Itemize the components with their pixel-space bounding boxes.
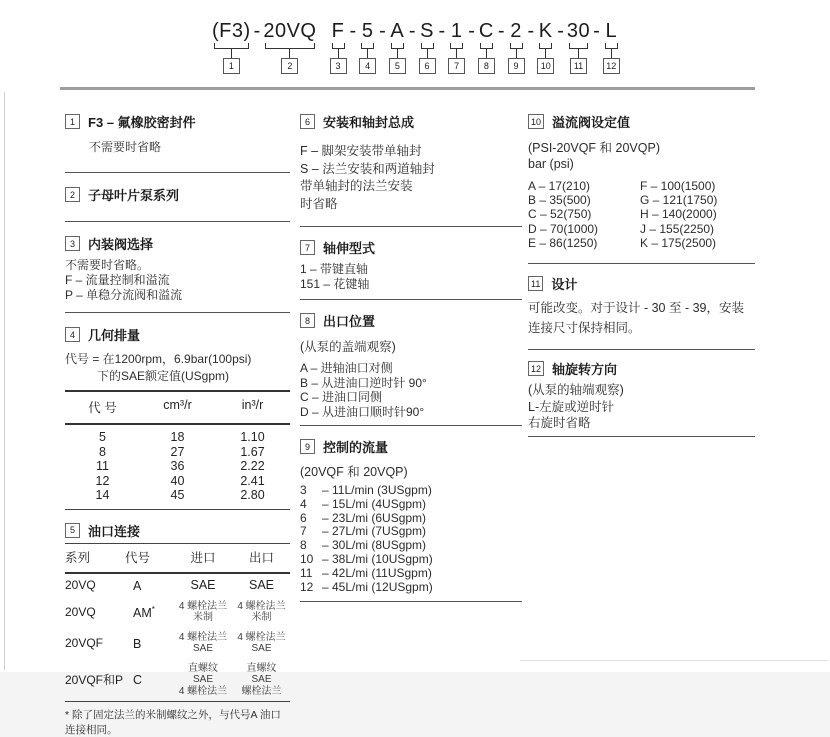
flow-code: 10 (300, 551, 314, 566)
code-dash: - (497, 20, 505, 42)
section-3-body (65, 258, 290, 303)
column-header: 进口 (190, 550, 216, 565)
section-2-header (65, 185, 290, 204)
section-5-header (65, 521, 290, 540)
cell: 2.80 (240, 488, 265, 502)
section-6-title: 安装和轴封总成 (323, 115, 415, 130)
flow-desc: – 42L/mi (11USgpm) (322, 565, 432, 580)
section-5-title: 油口连接 (88, 523, 141, 539)
column-header: in³/r (241, 398, 264, 412)
flow-code: 8 (300, 538, 307, 553)
code-segment-text: K (538, 20, 553, 42)
column-header: 代 号 (88, 401, 117, 415)
cell-series: 20VQ (65, 578, 96, 593)
code-dash: - (468, 20, 475, 42)
section-12-body (528, 382, 755, 432)
cell: 2.41 (240, 473, 265, 488)
cell: 1.67 (240, 444, 265, 459)
code-number-box: 2 (281, 58, 298, 74)
section-7-number-box: 7 (300, 240, 315, 255)
code-number-box: 12 (603, 58, 620, 74)
section-6-line: F – 脚架安装带单轴封 (300, 144, 422, 158)
flow-code: 4 (300, 496, 307, 511)
section-9-subtitle: (20VQF 和 20VQP) (300, 465, 408, 479)
section-6-body (300, 143, 522, 213)
middle-column (300, 105, 522, 602)
code-number-box: 4 (359, 58, 376, 74)
code-dash: - (438, 20, 446, 42)
cell-inlet (173, 601, 233, 624)
flow-code: 3 (300, 483, 307, 497)
code-number-box: 5 (389, 58, 406, 74)
code-segment-4 (359, 20, 376, 74)
cell-line: 米制 (251, 612, 272, 624)
displacement-table-body (65, 425, 290, 509)
bracket-stem (231, 49, 232, 58)
cell-inlet (173, 663, 233, 698)
flow-code: 11 (300, 565, 313, 580)
port-table-header (65, 544, 290, 574)
code-dash: - (253, 20, 261, 42)
port-table (65, 543, 290, 703)
section-11-number-box: 11 (528, 276, 543, 291)
code-segment-1 (212, 20, 251, 74)
section-11-line: 连接尺寸保持相同。 (528, 320, 641, 335)
code-segment-3 (330, 20, 347, 74)
code-segment-text: F (331, 20, 345, 42)
code-dash: - (593, 20, 600, 42)
cell-series: 20VQ (65, 605, 96, 620)
pressure-left: C – 52(750) (528, 207, 592, 222)
section-2-number-box: 2 (65, 187, 80, 202)
table-row (65, 628, 290, 659)
code-segment-10 (537, 20, 554, 74)
section-8-subtitle: (从泵的盖端观察) (300, 340, 396, 354)
flow-code: 6 (300, 510, 307, 525)
cell-inlet (173, 578, 233, 592)
code-segment-12 (603, 20, 620, 74)
cell-line: 4 螺栓法兰 (178, 600, 228, 612)
section-divider (300, 226, 522, 227)
pressure-row (528, 222, 755, 236)
cell-line: 直螺纹 (188, 662, 218, 674)
section-divider (300, 601, 522, 602)
bracket-stem (427, 49, 428, 58)
section-3-number-box: 3 (65, 236, 80, 251)
section-8-header (300, 311, 522, 330)
displacement-table-header (65, 392, 290, 425)
cell-inlet (173, 632, 233, 655)
section-10-rows (528, 179, 755, 250)
code-dash: - (527, 20, 535, 42)
cell-code (125, 672, 173, 687)
cell-series: 20VQF和P (65, 673, 124, 688)
model-code-line (212, 20, 620, 74)
flow-desc: – 23L/mi (6USgpm) (322, 510, 427, 525)
port-table-footnote (65, 708, 290, 737)
footnote-line: * 除了固定法兰的米制螺纹之外，与代号A 油口 (65, 709, 281, 722)
section-4-header (65, 325, 290, 344)
section-12-number-box: 12 (528, 361, 544, 376)
flow-code: 12 (300, 579, 314, 594)
code-segment-text: A (390, 20, 405, 42)
cell-code (125, 605, 173, 620)
cell-outlet (233, 601, 290, 624)
section-divider (300, 299, 522, 300)
section-8-line: D – 从进油口顺时针90° (300, 404, 425, 419)
code-text: A (133, 578, 142, 593)
flow-item (300, 525, 522, 539)
page-bottom-edge (520, 660, 828, 661)
section-10-subtitle1: (PSI-20VQF 和 20VQP) (528, 141, 660, 155)
flow-desc: – 38L/mi (10USgpm) (322, 551, 433, 566)
cell: 11 (96, 459, 109, 473)
section-7-line: 1 – 带键直轴 (300, 262, 369, 276)
section-1-title: F3 – 氟橡胶密封件 (88, 115, 196, 130)
flow-desc: – 27L/mi (7USgpm) (322, 524, 427, 539)
flow-item (300, 484, 522, 498)
displacement-table (65, 390, 290, 510)
section-7-header (300, 238, 522, 257)
code-segment-text: S (420, 20, 434, 42)
column-header: cm³/r (163, 398, 192, 412)
section-12-header (528, 359, 755, 378)
cell: 27 (170, 444, 185, 459)
cell: 12 (95, 473, 110, 488)
table-row (65, 659, 290, 702)
code-number-box: 10 (537, 58, 554, 74)
cell-code (125, 636, 173, 651)
header-rule (60, 87, 755, 90)
column-header: 系列 (65, 550, 91, 565)
flow-code: 7 (300, 524, 307, 539)
cell-code (125, 578, 173, 593)
bracket-stem (367, 49, 368, 58)
cell-line: 米制 (193, 612, 213, 624)
code-segment-8 (478, 20, 495, 74)
code-segment-text: 5 (361, 20, 374, 42)
code-text: AM (133, 605, 152, 620)
section-6-header (300, 112, 522, 131)
section-4-note-line2: 下的SAE额定值(USgpm) (97, 369, 230, 383)
table-row (65, 445, 290, 460)
left-column (65, 105, 290, 737)
section-10-subtitle2: bar (psi) (528, 157, 574, 171)
bracket-stem (516, 49, 517, 58)
code-sup: * (151, 604, 155, 614)
pressure-left: B – 35(500) (528, 193, 591, 208)
column-header: 出口 (248, 550, 274, 565)
section-8-number-box: 8 (300, 313, 315, 328)
table-row (65, 474, 290, 489)
cell-line: SAE (190, 578, 216, 593)
flow-desc: – 30L/mi (8USgpm) (322, 538, 427, 553)
section-3-line: 不需要时省略。 (65, 258, 150, 272)
section-3-line: P – 单稳分流阀和溢流 (65, 288, 183, 302)
code-text: B (133, 636, 142, 651)
code-segment-text: 2 (510, 20, 522, 42)
pressure-row (528, 236, 755, 250)
section-divider (300, 425, 522, 426)
code-segment-text: 1 (450, 20, 463, 42)
cell-line: 螺栓法兰 (241, 685, 282, 697)
flow-item (300, 567, 522, 581)
bracket-stem (338, 49, 339, 58)
column-header: 代号 (125, 550, 151, 565)
cell: 18 (170, 430, 185, 444)
cell: 8 (99, 444, 106, 459)
section-7-line: 151 – 花键轴 (300, 276, 370, 291)
code-dash: - (557, 20, 564, 42)
pressure-left: A – 17(210) (528, 179, 591, 193)
bracket-stem (397, 49, 398, 58)
code-segment-6 (419, 20, 436, 74)
section-9-header (300, 437, 522, 456)
flow-item (300, 553, 522, 567)
section-6-line: 时省略 (300, 196, 338, 211)
flow-desc: – 15L/mi (4USgpm) (322, 496, 427, 511)
pressure-row (528, 193, 755, 207)
code-dash: - (349, 20, 357, 42)
bracket-stem (578, 49, 579, 58)
cell-line: 直螺纹 (246, 662, 277, 674)
pressure-row (528, 179, 755, 193)
section-divider (528, 263, 755, 264)
section-divider (528, 349, 755, 350)
code-dash: - (408, 20, 416, 42)
section-2-title: 子母叶片泵系列 (88, 188, 180, 203)
section-8-line: C – 进油口同侧 (300, 390, 383, 404)
code-text: C (133, 673, 143, 688)
table-row (65, 488, 290, 503)
section-6-line: S – 法兰安装和两道轴封 (300, 161, 435, 176)
code-segment-text: 30 (566, 20, 591, 42)
section-5-number-box: 5 (65, 523, 80, 538)
cell-line: SAE (251, 674, 272, 686)
flow-desc: – 45L/mi (12USgpm) (322, 579, 433, 594)
section-12-line: (从泵的轴端观察) (528, 383, 624, 398)
cell-outlet (233, 578, 290, 592)
code-dash: - (379, 20, 386, 42)
right-column (528, 105, 755, 437)
section-3-title: 内装阀选择 (88, 237, 154, 252)
pressure-row (528, 207, 755, 221)
cell: 36 (170, 459, 185, 473)
flow-item (300, 498, 522, 512)
section-8-title: 出口位置 (323, 314, 376, 329)
table-row (65, 574, 290, 597)
table-row (65, 459, 290, 474)
pressure-left: D – 70(1000) (528, 221, 599, 236)
section-1-header (65, 112, 290, 131)
section-3-line: F – 流量控制和溢流 (65, 273, 170, 287)
cell: 1.10 (240, 430, 265, 444)
cell-outlet (233, 663, 290, 698)
code-segment-text: 20VQ (263, 20, 317, 42)
flow-item (300, 512, 522, 526)
cell-line: SAE (248, 578, 274, 593)
flow-item (300, 539, 522, 553)
cell: 5 (99, 430, 106, 444)
cell: 14 (95, 488, 110, 502)
pressure-right: K – 175(2500) (640, 235, 717, 250)
cell: 40 (170, 473, 185, 488)
pressure-left: E – 86(1250) (528, 235, 598, 250)
code-number-box: 7 (448, 58, 465, 74)
section-divider (65, 312, 290, 313)
cell-line: SAE (251, 643, 272, 655)
section-11-line: 可能改变。对于设计 - 30 至 - 39，安装 (528, 301, 744, 316)
section-divider (65, 221, 290, 222)
cell-line: 4 螺栓法兰 (178, 685, 228, 697)
section-9-number-box: 9 (300, 439, 315, 454)
pressure-right: H – 140(2000) (640, 207, 717, 222)
cell: 2.22 (240, 459, 265, 473)
cell-line: 4 螺栓法兰 (237, 631, 286, 643)
table-row (65, 597, 290, 628)
code-segment-text: (F3) (212, 20, 251, 42)
code-number-box: 8 (478, 58, 495, 74)
section-4-note-line1: 代号 = 在1200rpm，6.9bar(100psi) (65, 352, 252, 366)
pressure-right: J – 155(2250) (640, 221, 715, 236)
section-divider (528, 436, 755, 437)
code-number-box: 6 (419, 58, 436, 74)
cell-line: SAE (192, 674, 213, 686)
cell-series: 20VQF (65, 636, 104, 651)
code-segment-11 (567, 20, 590, 74)
bracket-stem (289, 49, 290, 58)
flow-item (300, 581, 522, 595)
code-number-box: 3 (330, 58, 347, 74)
section-8-line: B – 从进油口逆时针 90° (300, 375, 427, 390)
code-segment-text: L (605, 20, 618, 42)
section-12-title: 轴旋转方向 (552, 362, 618, 378)
section-1-note: 不需要时省略 (89, 140, 162, 154)
section-11-header (528, 274, 755, 293)
table-row (65, 430, 290, 445)
section-7-title: 轴伸型式 (323, 241, 376, 256)
pressure-right: G – 121(1750) (640, 193, 718, 208)
cell-line: 4 螺栓法兰 (178, 631, 228, 643)
section-4-number-box: 4 (65, 327, 80, 342)
section-9-title: 控制的流量 (323, 440, 389, 455)
code-segment-text: C (478, 20, 494, 42)
code-number-box: 9 (508, 58, 525, 74)
section-8-line: A – 进轴油口对侧 (300, 361, 393, 375)
code-number-box: 11 (570, 58, 587, 74)
section-6-line: 带单轴封的法兰安装 (300, 179, 413, 193)
bracket-stem (611, 49, 612, 58)
code-segment-9 (508, 20, 525, 74)
code-number-box: 1 (223, 58, 240, 74)
pressure-right: F – 100(1500) (640, 179, 716, 193)
code-segment-2 (263, 20, 316, 74)
code-segment-7 (448, 20, 465, 74)
section-4-title: 几何排量 (88, 328, 141, 343)
section-10-number-box: 10 (528, 114, 544, 129)
section-12-line: L-左旋或逆时针 (528, 399, 615, 414)
section-6-number-box: 6 (300, 114, 315, 129)
cell: 45 (170, 488, 185, 502)
code-segment-5 (389, 20, 406, 74)
section-11-body (528, 299, 755, 338)
section-divider (65, 172, 290, 173)
section-9-items (300, 484, 522, 594)
section-11-title: 设计 (551, 277, 578, 293)
section-7-body (300, 262, 522, 291)
footnote-line: 连接相同。 (65, 723, 118, 736)
section-3-header (65, 234, 290, 253)
section-10-title: 溢流阀设定值 (552, 115, 631, 130)
bracket-stem (545, 49, 546, 58)
page-left-edge (4, 92, 5, 670)
section-1-number-box: 1 (65, 114, 80, 129)
section-8-body (300, 361, 522, 419)
section-12-line: 右旋时省略 (528, 416, 591, 431)
cell-line: SAE (192, 643, 213, 655)
bracket-stem (486, 49, 487, 58)
cell-line: 4 螺栓法兰 (237, 600, 286, 612)
section-10-header (528, 112, 755, 131)
flow-desc: – 11L/min (3USgpm) (322, 483, 432, 497)
bracket-stem (456, 49, 457, 58)
cell-outlet (233, 632, 290, 655)
